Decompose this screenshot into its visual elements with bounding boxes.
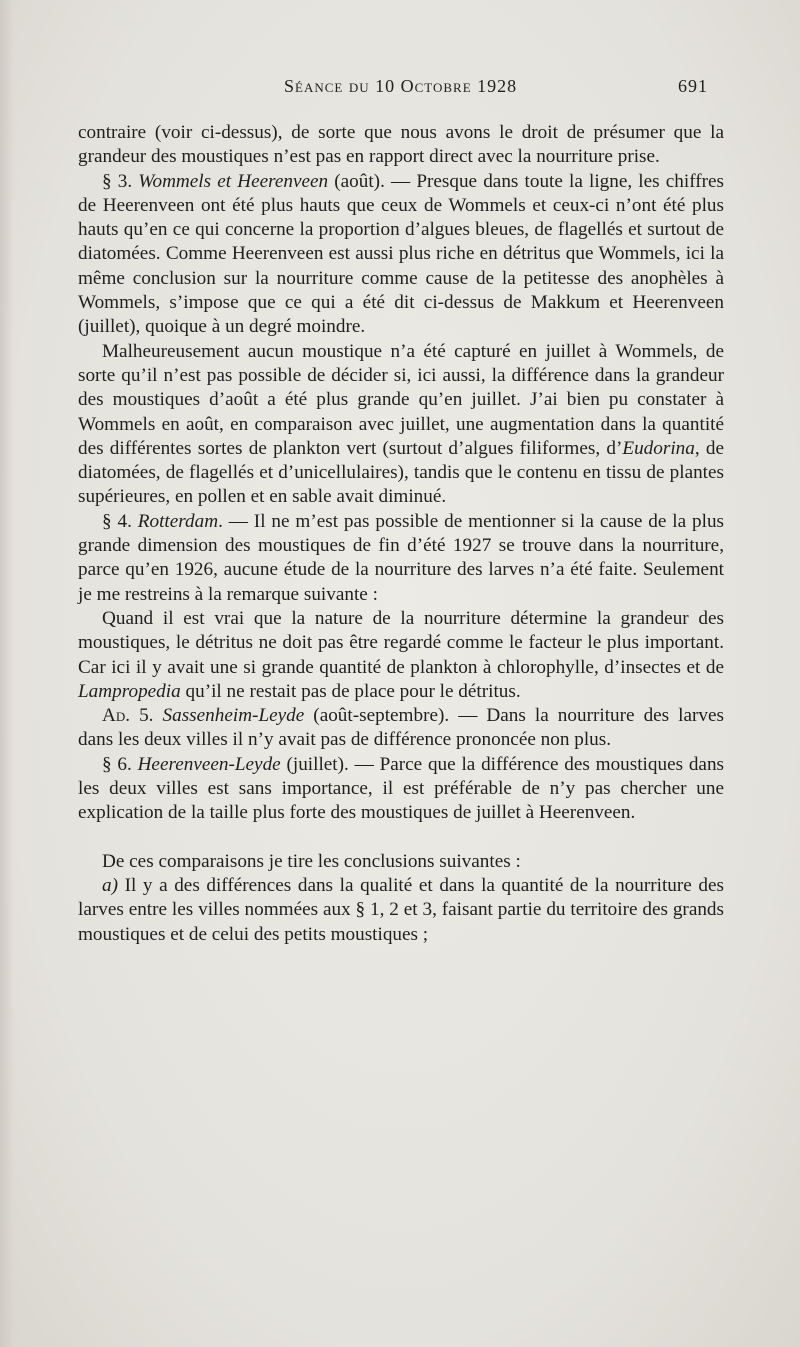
section-text: (août-septembre). — Dans la nourriture des larves dans les deux villes il n’y avait pas de différence prononcée non plus. bbox=[78, 705, 724, 751]
italic-term: Eudorina bbox=[622, 437, 695, 459]
text-run: , de diatomées, de flagellés et d’unicellulaires), tandis que le contenu en tissu de plantes supérieures, en pollen et en sable avait diminué. bbox=[78, 437, 724, 508]
section-number: § 4. bbox=[102, 510, 132, 532]
paragraph-rotterdam-remark bbox=[78, 607, 724, 704]
list-label: a) bbox=[102, 874, 118, 896]
paragraph-section-4 bbox=[78, 510, 724, 607]
text-run: qu’il ne restait pas de place pour le détritus. bbox=[180, 680, 521, 702]
body-text bbox=[78, 121, 724, 947]
page-number: 691 bbox=[678, 76, 708, 96]
text-run: Malheureusement aucun moustique n’a été capturé en juillet à Wommels, de sorte qu’il n’est pas possible de décider si, ici aussi, la différence dans la grandeur des moustiques d’août a été plus grande qu’en juillet. J’ai bien pu constater à Wommels en août, en comparaison avec juillet, une augmentation dans la quantité des différentes sortes de plankton vert (surtout d’algues filiformes, d’ bbox=[78, 340, 724, 459]
text-run: Quand il est vrai que la nature de la nourriture détermine la grandeur des moustiques, le détritus ne doit pas être regardé comme le facteur le plus important. Car ici il y avait une si grande quantité de plankton à chlorophylle, d’insectes et de bbox=[78, 607, 724, 678]
list-text: Il y a des différences dans la qualité et dans la quantité de la nourriture des larves entre les villes nommées aux § 1, 2 et 3, faisant partie du territoire des grands moustiques et de celui des petits moustiques ; bbox=[78, 874, 724, 945]
section-text: (août). — Presque dans toute la ligne, les chiffres de Heerenveen ont été plus hauts que ceux de Wommels et ceux-ci n’ont été plus hauts qu’en ce qui concerne la proportion d’algues bleues, de flagellés et surtout de diatomées. Comme Heerenveen est aussi plus riche en détritus que Wommels, ici la même conclusion sur la nourriture comme cause de la petitesse des anophèles à Wommels, s’impose que ce qui a été dit ci-dessus de Makkum et Heerenveen (juillet), quoique à un degré moindre. bbox=[78, 170, 725, 338]
paragraph-section-6 bbox=[78, 753, 724, 826]
italic-term: Lampropedia bbox=[78, 680, 181, 702]
paragraph-1: contraire (voir ci-dessus), de sorte que nous avons le droit de présumer que la grandeur des moustiques n’est pas en rapport direct avec la nourriture prise. bbox=[78, 122, 724, 168]
running-title: Séance du 10 Octobre 1928 bbox=[284, 76, 518, 96]
section-title: Rotterdam bbox=[137, 510, 219, 532]
running-header bbox=[284, 76, 708, 97]
section-text: (juillet). — Parce que la différence des moustiques dans les deux villes est sans importance, il est préférable de n’y pas chercher une explication de la taille plus forte des moustiques de juillet à Heerenveen. bbox=[78, 753, 725, 824]
paragraph-conclusions-intro: De ces comparaisons je tire les conclusions suivantes : bbox=[102, 850, 521, 872]
page-edge-shadow bbox=[0, 0, 14, 1347]
paragraph-wommels bbox=[78, 340, 724, 510]
section-title: Heerenveen-Leyde bbox=[137, 753, 281, 775]
section-number: Ad. 5. bbox=[102, 705, 154, 727]
section-title: Sassenheim-Leyde bbox=[162, 705, 305, 727]
paragraph-section-3 bbox=[78, 170, 724, 340]
section-number: § 6. bbox=[102, 753, 132, 775]
paragraph-ad-5 bbox=[78, 704, 724, 753]
section-number: § 3. bbox=[102, 170, 133, 192]
section-text: . — Il ne m’est pas possible de mentionner si la cause de la plus grande dimension des moustiques de fin d’été 1927 se trouve dans la nourriture, parce qu’en 1926, aucune étude de la nourriture des larves n’a été faite. Seulement je me restreins à la remarque suivante : bbox=[78, 510, 725, 605]
paragraph-conclusion-a bbox=[78, 874, 724, 947]
section-title: Wommels et Heerenveen bbox=[138, 170, 329, 192]
